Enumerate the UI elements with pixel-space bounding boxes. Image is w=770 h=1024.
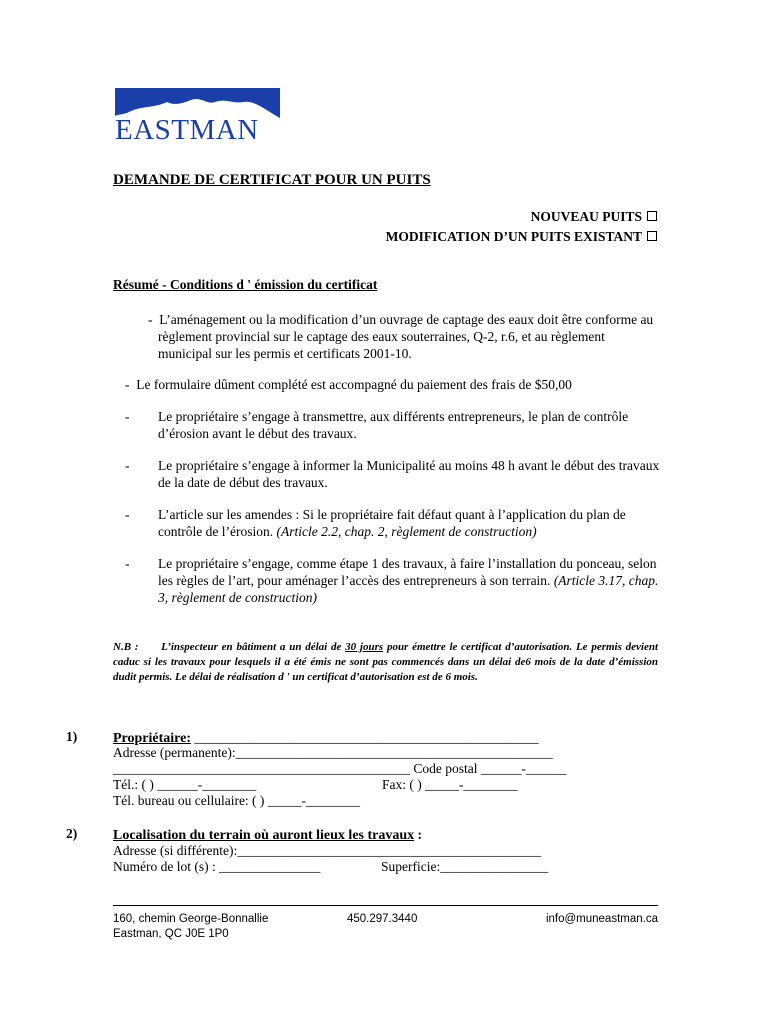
option-modify-well	[386, 229, 657, 245]
condition-dash: -	[125, 458, 130, 473]
condition-dash: -	[125, 556, 130, 571]
condition-text: L’article sur les amendes : Si le propriétaire fait défaut quant à l’application du plan de contrôle de l’érosion.	[158, 507, 626, 539]
summary-heading: Résumé - Conditions d ' émission du certificat	[113, 277, 378, 292]
logo-text: EASTMAN	[115, 114, 259, 146]
postal-code-field[interactable]: ____________________________________________ Code postal ______-______	[113, 761, 567, 776]
nb-text-1: L’inspecteur en bâtiment a un délai de	[161, 641, 342, 653]
section-2-title-suffix: :	[414, 827, 423, 842]
footer-street: 160, chemin George-Bonnallie	[113, 913, 269, 925]
section-2-number: 2)	[66, 826, 78, 841]
footer-divider	[113, 905, 658, 906]
condition-item	[125, 408, 660, 442]
nb-deadline: 30 jours	[345, 641, 384, 653]
fax-field[interactable]: Fax: ( ) _____-________	[382, 777, 518, 792]
condition-text: Le propriétaire s’engage à informer la Municipalité au moins 48 h avant le début des travaux de la date de début des travaux.	[158, 458, 660, 490]
phone-field[interactable]: Tél.: ( ) ______-________	[113, 777, 257, 792]
new-well-checkbox[interactable]	[647, 211, 657, 221]
option-new-well	[531, 209, 657, 225]
section-2-title: Localisation du terrain où auront lieux les travaux	[113, 828, 415, 843]
condition-dash: -	[125, 507, 130, 522]
lot-number-field[interactable]: Numéro de lot (s) : _______________	[113, 859, 321, 874]
eastman-logo	[115, 88, 280, 150]
modify-well-checkbox[interactable]	[647, 231, 657, 241]
nb-text-2: pour émettre le certificat d’autorisation. Le permis devient caduc si les travaux pour lesquels il a été émis ne sont pas commencés dans un délai de6 mois de la date d’émission dudit permis. Le délai de réalisation d ' un certificat d’autorisation est de 6 mois.	[113, 641, 659, 683]
regulation-reference: (Article 3.17, chap. 3, règlement de construction)	[158, 573, 659, 605]
condition-item	[125, 457, 660, 491]
area-field[interactable]: Superficie:________________	[381, 859, 549, 874]
owner-address-field[interactable]: Adresse (permanente):_______________________________________________	[113, 745, 553, 760]
work-phone-field[interactable]: Tél. bureau ou cellulaire: ( ) _____-________	[113, 793, 361, 808]
option-modify-well-label: MODIFICATION D’UN PUITS EXISTANT	[385, 229, 642, 244]
condition-text: Le propriétaire s’engage à transmettre, aux différents entrepreneurs, le plan de contrôle d’érosion avant le début des travaux.	[158, 409, 629, 441]
condition-text: L’aménagement ou la modification d’un ouvrage de captage des eaux doit être conforme au règlement provincial sur le captage des eaux souterraines, Q-2, r.6, et au règlement municipal sur les permis et certificats 2001-10.	[158, 312, 654, 361]
condition-item	[125, 376, 660, 393]
condition-dash: -	[125, 377, 130, 392]
footer-phone: 450.297.3440	[347, 913, 418, 925]
land-address-field[interactable]: Adresse (si différente):_____________________________________________	[113, 843, 541, 858]
condition-dash: -	[125, 409, 130, 424]
section-1-number: 1)	[66, 729, 78, 744]
condition-text: Le propriétaire s’engage, comme étape 1 des travaux, à faire l’installation du ponceau, selon les règles de l’art, pour aménager l’accès des entrepreneurs à son terrain.	[158, 556, 657, 588]
section-1-title: Propriétaire:	[113, 731, 192, 746]
nb-prefix: N.B :	[113, 641, 139, 653]
condition-item	[125, 555, 660, 606]
footer-email[interactable]: info@muneastman.ca	[545, 913, 658, 925]
condition-item	[125, 311, 660, 362]
condition-dash: -	[148, 312, 153, 327]
condition-item	[125, 506, 660, 540]
nota-bene	[113, 640, 658, 685]
regulation-reference: (Article 2.2, chap. 2, règlement de construction)	[276, 524, 537, 539]
footer-city: Eastman, QC J0E 1P0	[113, 928, 229, 940]
condition-text: Le formulaire dûment complété est accompagné du paiement des frais de $50,00	[136, 377, 572, 392]
form-title: DEMANDE DE CERTIFICAT POUR UN PUITS	[113, 172, 431, 188]
option-new-well-label: NOUVEAU PUITS	[530, 209, 642, 224]
owner-field[interactable]: ___________________________________________________	[191, 730, 539, 745]
